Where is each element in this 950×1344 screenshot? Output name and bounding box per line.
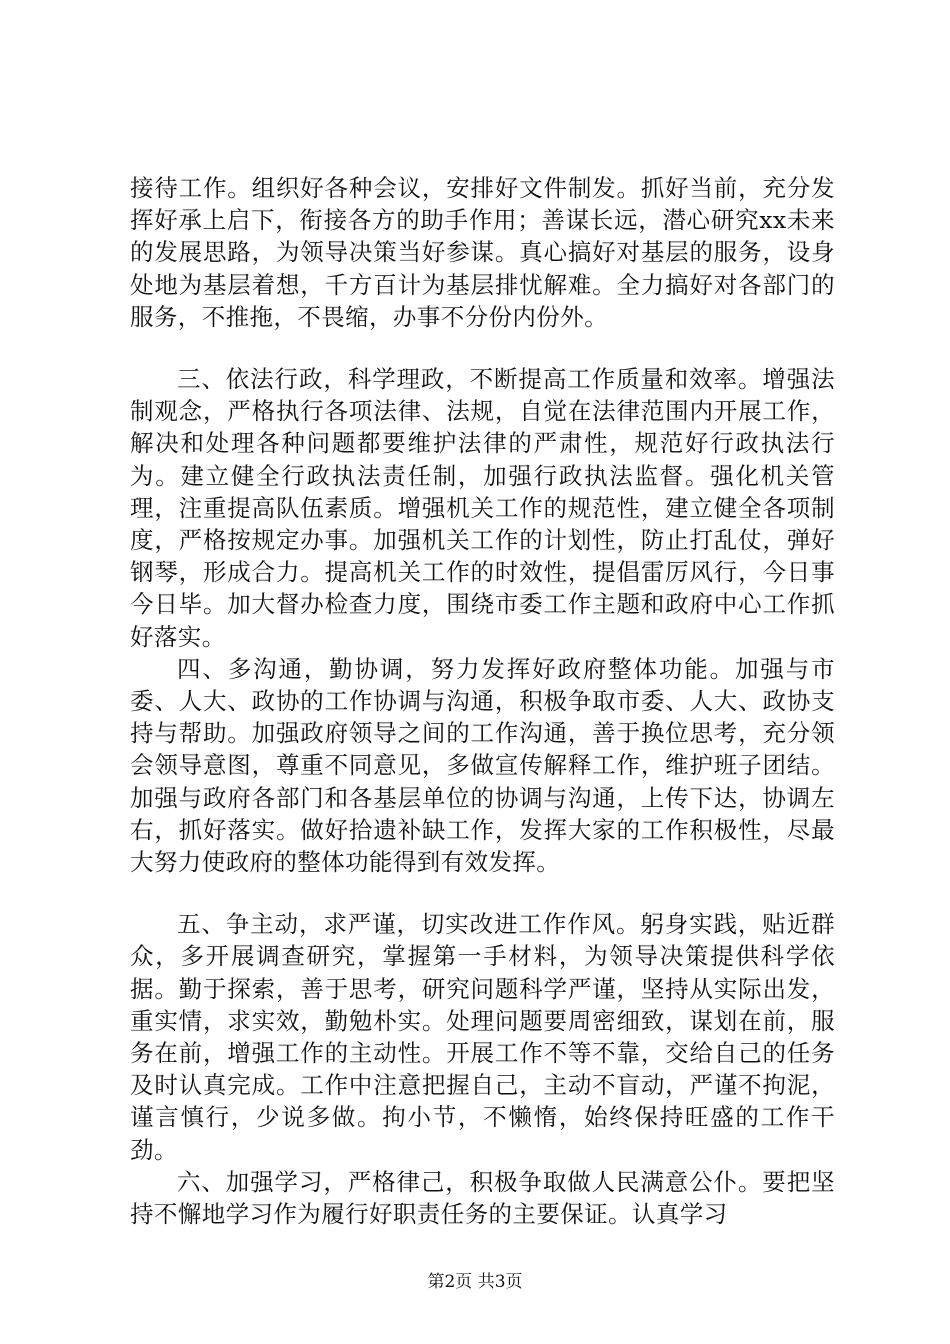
document-body (130, 172, 835, 1230)
paragraph-section-five: 五、争主动，求严谨，切实改进工作作风。躬身实践，贴近群众，多开展调查研究，掌握第一手材料，为领导决策提供科学依据。勤于探索，善于思考，研究问题科学严谨，坚持从实际出发，重实情，求实效，勤勉朴实。处理问题要周密细致，谋划在前，服务在前，增强工作的主动性。开展工作不等不靠，交给自己的任务及时认真完成。工作中注意把握自己，主动不盲动，严谨不拘泥，谨言慎行，少说多做。拘小节，不懒惰，始终保持旺盛的工作干劲。 (130, 910, 835, 1164)
paragraph-continued: 接待工作。组织好各种会议，安排好文件制发。抓好当前，充分发挥好承上启下，衔接各方的助手作用；善谋长远，潜心研究xx未来的发展思路，为领导决策当好参谋。真心搞好对基层的服务，设身处地为基层着想，千方百计为基层排忧解难。全力搞好对各部门的服务，不推拖，不畏缩，办事不分份内份外。 (130, 174, 835, 331)
paragraph-section-four: 四、多沟通，勤协调，努力发挥好政府整体功能。加强与市委、人大、政协的工作协调与沟通，积极争取市委、人大、政协支持与帮助。加强政府领导之间的工作沟通，善于换位思考，充分领会领导意图，尊重不同意见，多做宣传解释工作，维护班子团结。加强与政府各部门和各基层单位的协调与沟通，上传下达，协调左右，抓好落实。做好拾遗补缺工作，发挥大家的工作积极性，尽最大努力使政府的整体功能得到有效发挥。 (130, 654, 835, 877)
paragraph-section-six: 六、加强学习，严格律己，积极争取做人民满意公仆。要把坚持不懈地学习作为履行好职责任务的主要保证。认真学习 (130, 1167, 835, 1229)
page-number-footer: 第2页 共3页 (427, 1272, 523, 1292)
paragraph-section-three: 三、依法行政，科学理政，不断提高工作质量和效率。增强法制观念，严格执行各项法律、法规，自觉在法律范围内开展工作，解决和处理各种问题都要维护法律的严肃性，规范好行政执法行为。建立健全行政执法责任制，加强行政执法监督。强化机关管理，注重提高队伍素质。增强机关工作的规范性，建立健全各项制度，严格按规定办事。加强机关工作的计划性，防止打乱仗，弹好钢琴，形成合力。提高机关工作的时效性，提倡雷厉风行，今日事今日毕。加大督办检查力度，围绕市委工作主题和政府中心工作抓好落实。 (130, 365, 835, 651)
